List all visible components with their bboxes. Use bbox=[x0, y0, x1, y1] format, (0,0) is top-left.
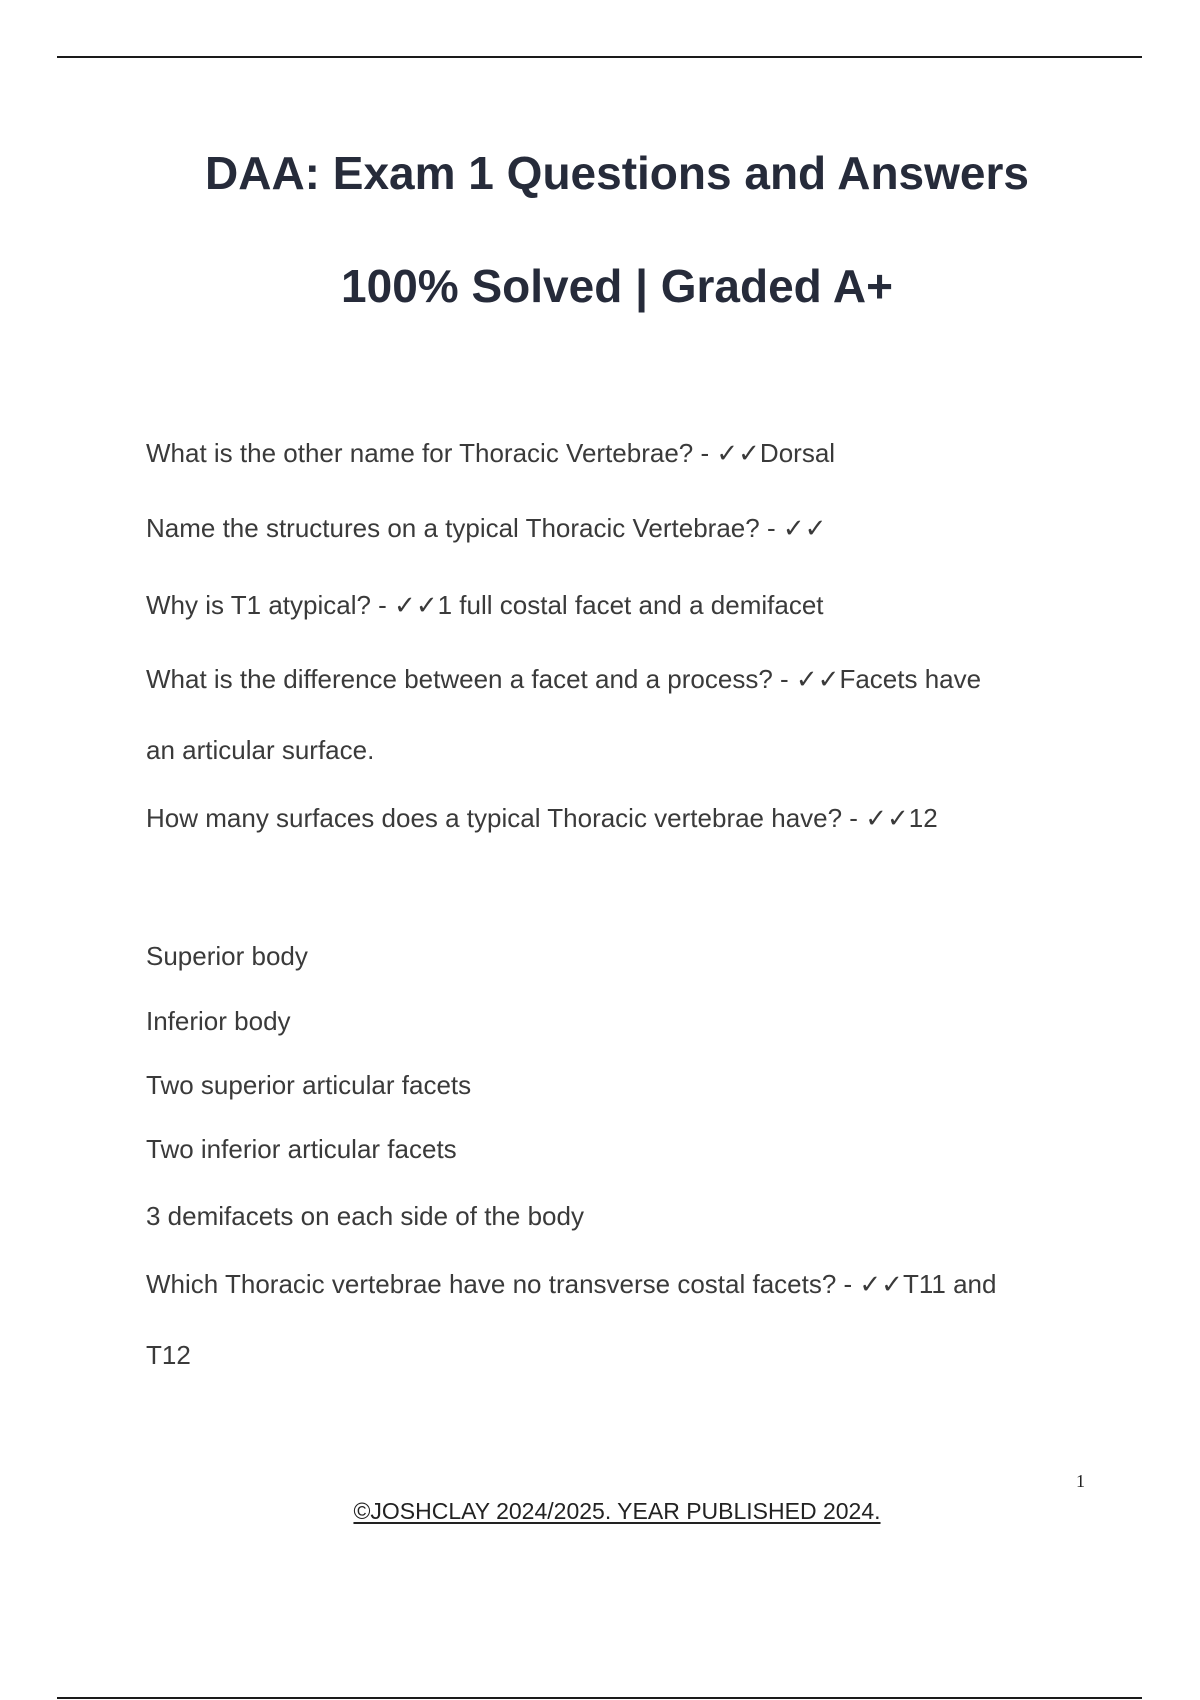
footer-copyright: ©JOSHCLAY 2024/2025. YEAR PUBLISHED 2024. bbox=[353, 1498, 881, 1524]
list-item: 3 demifacets on each side of the body bbox=[146, 1201, 584, 1231]
document-title-line-2: 100% Solved | Graded A+ bbox=[341, 260, 893, 312]
list-item: Two superior articular facets bbox=[146, 1070, 472, 1100]
top-rule bbox=[57, 56, 1142, 58]
question-t1-atypical: Why is T1 atypical? - ✓✓1 full costal facet and a demifacet bbox=[146, 590, 824, 620]
list-item: Two inferior articular facets bbox=[146, 1134, 457, 1164]
question-thoracic-structures: Name the structures on a typical Thoracic Vertebrae? - ✓✓ bbox=[146, 513, 827, 543]
question-facet-vs-process: What is the difference between a facet and a process? - ✓✓Facets have bbox=[146, 664, 982, 694]
document-title-line-1: DAA: Exam 1 Questions and Answers bbox=[205, 147, 1029, 199]
list-item: Superior body bbox=[146, 941, 308, 971]
answer-facet-vs-process-continued: an articular surface. bbox=[146, 735, 375, 765]
list-item: Inferior body bbox=[146, 1006, 291, 1036]
question-thoracic-other-name: What is the other name for Thoracic Vertebrae? - ✓✓Dorsal bbox=[146, 438, 836, 468]
footer bbox=[0, 1498, 1200, 1525]
answer-no-transverse-costal-facets-continued: T12 bbox=[146, 1340, 191, 1370]
question-no-transverse-costal-facets: Which Thoracic vertebrae have no transverse costal facets? - ✓✓T11 and bbox=[146, 1269, 997, 1299]
bottom-rule bbox=[57, 1697, 1142, 1699]
question-thoracic-surfaces: How many surfaces does a typical Thoracic vertebrae have? - ✓✓12 bbox=[146, 803, 938, 833]
page-number: 1 bbox=[1076, 1471, 1085, 1491]
